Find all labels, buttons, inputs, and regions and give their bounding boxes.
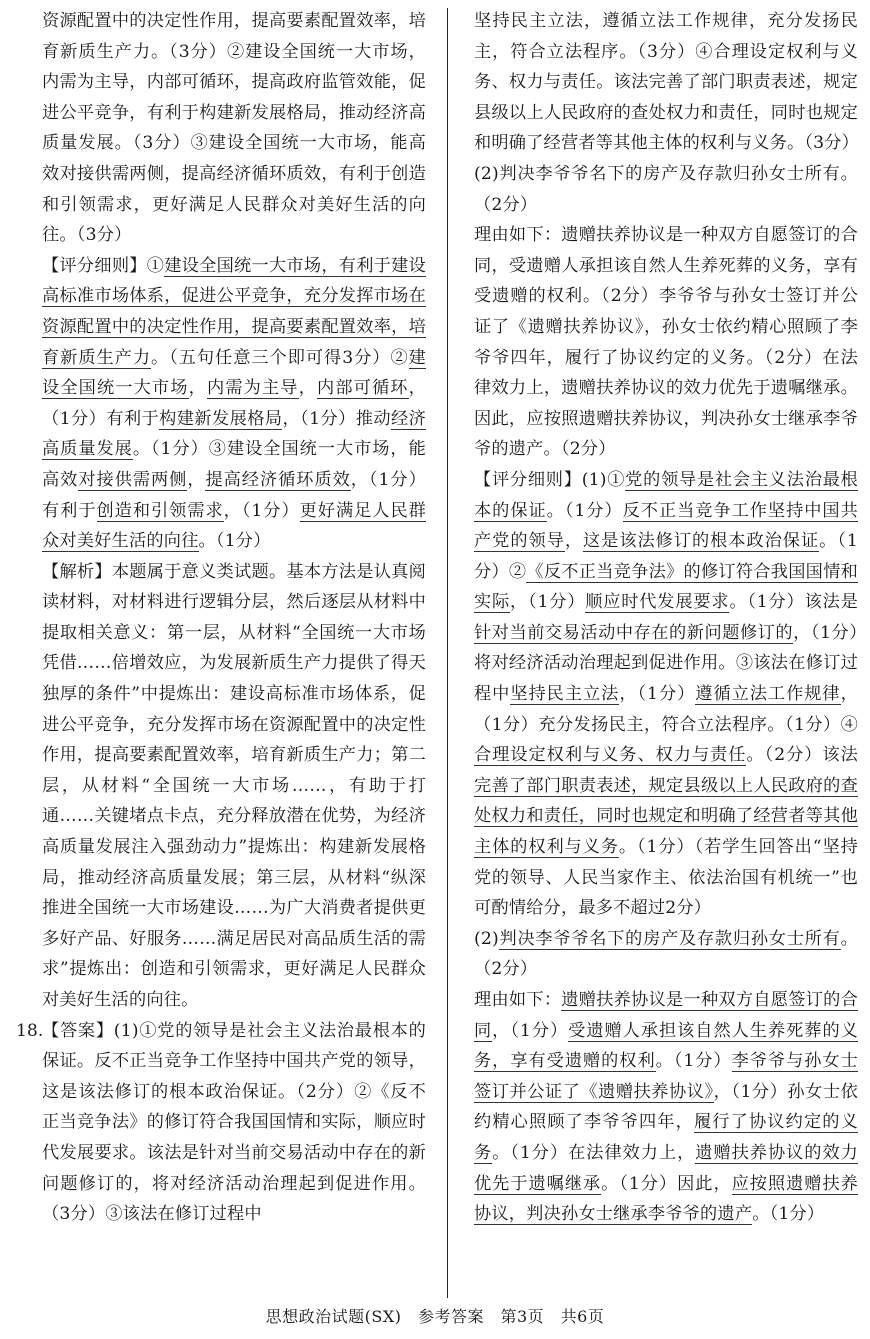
underlined-key-point: 合理设定权利与义务、权力与责任 [474,745,747,766]
scoring-details [474,465,858,924]
underlined-key-point: 坚持民主立法 [510,684,620,705]
underlined-key-point: 《反不正当竞争法》的修订符合我国国情和实际 [474,561,858,613]
right-column [474,6,858,1230]
scoring-details [42,251,426,557]
underlined-key-point: 遗赠扶养协议的效力优先于遗嘱继承 [474,1142,858,1194]
answer-reason: 理由如下：遗赠扶养协议是一种双方自愿签订的合同，受遗赠人承担该自然人生养死葬的义务，享有受遗赠的权利。（2分）李爷爷与孙女士签订并公证了《遗赠扶养协议》，孙女士依约精心照顾了李爷爷四年，履行了协议约定的义务。（2分）在法律效力上，遗赠扶养协议的效力优先于遗嘱继承。因此，应按照遗赠扶养协议，判决孙女士继承李爷爷的遗产。（2分） [474,225,858,460]
column-divider [447,8,448,1298]
underlined-key-point: 经济高质量发展 [42,408,426,460]
underlined-key-point: 应按照遗赠扶养协议，判决孙女士继承李爷爷的遗产 [474,1173,858,1225]
underlined-key-point: 提高经济循环质效 [205,469,351,490]
text-run: ，（1分） [492,1020,569,1041]
text-run: 。（1分）（若学生回答出“坚持党的领导、人民当家作主、依法治国有机统一”也可酌情给分，最多不超过2分） [474,837,858,919]
text-run: 【评分细则】(1)① [474,469,626,490]
text-run: 。（2分） [474,928,858,980]
text-run: ，（1分） [223,500,300,521]
text-run: 。（1分） [198,531,271,552]
underlined-key-point: 这是该法修订的根本政治保证 [583,531,820,552]
left-column [16,6,427,1230]
underlined-key-point: 内需为主导 [206,378,299,399]
text-run: ， [188,378,207,399]
scoring-reason [474,985,858,1230]
underlined-key-point: 更好满足人民群众对美好生活的向往 [42,500,426,552]
underlined-key-point: 创造和引领需求 [96,500,224,521]
underlined-key-point: 内部可循环 [316,378,409,399]
underlined-key-point: 建设全国统一大市场 [42,347,427,399]
text-run: 理由如下： [474,990,562,1010]
text-run: 。（1分）在法律效力上， [492,1142,696,1163]
text-run: ，（1分）有利于 [42,469,426,521]
text-run: 。（1分）因此， [601,1173,732,1194]
underlined-key-point: 针对当前交易活动中存在的新问题修订的 [474,622,794,643]
underlined-key-point: 党的领导是社会主义法治最根本的保证 [474,469,858,521]
text-run: ，（1分）推动 [282,408,391,429]
text-run: 。（1分） [752,1204,825,1225]
text-run: ，（1分） [510,592,586,613]
text-run: (2) [474,928,499,949]
answer-part-2: (2)判决李爷爷名下的房产及存款归孙女士所有。（2分） [474,163,858,215]
page-footer: 思想政治试题(SX) 参考答案 第3页 共6页 [265,1307,605,1326]
text-run: 。（1分） [655,1051,732,1072]
text-run: 。（1分） [546,500,623,521]
analysis-paragraph: 【解析】本题属于意义类试题。基本方法是认真阅读材料，对材料进行逻辑分层，然后逐层从材料中提取相关意义：第一层，从材料“全国统一大市场凭借……倍增效应，为发展新质生产力提供了得天独厚的条件”中提炼出：建设高标准市场体系，促进公平竞争，充分发挥市场在资源配置中的决定性作用，提高要素配置效率，培育新质生产力；第二层，从材料“全国统一大市场……，有助于打通……关键堵点卡点，充分释放潜在优势，为经济高质量发展注入强劲动力”提炼出：构建新发展格局，推动经济高质量发展；第三层，从材料“纵深推进全国统一大市场建设……为广大消费者提供更多好产品、好服务……满足居民对高品质生活的需求”提炼出：创造和引领需求，更好满足人民群众对美好生活的向往。 [42,561,426,1010]
text-run: 。（1分）该法是 [729,592,858,613]
underlined-key-point: 遗赠扶养协议是一种双方自愿签订的合同 [474,990,858,1041]
text-run: ， [187,469,206,490]
text-run: ，（1分） [619,684,696,705]
underlined-key-point: 判决李爷爷名下的房产及存款归孙女士所有 [498,928,841,949]
text-run: ， [298,378,317,399]
underlined-key-point: 完善了部门职责表述，规定县级以上人民政府的查处权力和责任，同时也规定和明确了经营者等其他主体的权利与义务 [474,775,858,858]
text-run: 。（1分）② [474,531,859,582]
underlined-key-point: 李爷爷与孙女士签订并公证了《遗赠扶养协议》 [474,1051,858,1102]
text-run: 。（五句任意三个即可得3分）② [151,347,409,368]
text-run: 。（1分）③建设全国统一大市场，能高效 [42,439,426,490]
answer-continuation: 坚持民主立法，遵循立法工作规律，充分发扬民主，符合立法程序。（3分）④合理设定权利与义务、权力与责任。该法完善了部门职责表述，规定县级以上人民政府的查处权力和责任，同时也规定和明确了经营者等其他主体的权利与义务。（3分） [474,11,860,154]
text-run: ，（1分）将对经济活动治理起到促进作用。③该法在修订过程中 [474,622,858,705]
text-run: 。（2分）该法 [746,745,858,766]
underlined-key-point: 反不正当竞争工作坚持中国共产党的领导 [474,500,858,552]
underlined-key-point: 建设全国统一大市场，有利于建设高标准市场体系，促进公平竞争，充分发挥市场在资源配置中的决定性作用，提高要素配置效率，培育新质生产力 [42,255,426,368]
text-run: ，（1分）充分发扬民主，符合立法程序。（1分）④ [474,684,858,735]
underlined-key-point: 遵循立法工作规律 [695,684,841,705]
question-number: 18. [16,1020,44,1041]
text-run: ， [564,531,583,552]
text-run: ，（1分）孙女士依约精心照顾了李爷爷四年， [474,1081,858,1133]
answer-paragraph: 【答案】(1)①党的领导是社会主义法治最根本的保证。反不正当竞争工作坚持中国共产党的领导，这是该法修订的根本政治保证。（2分）②《反不正当竞争法》的修订符合我国国情和实际，顺应时代发展要求。该法是针对当前交易活动中存在的新问题修订的，将对经济活动治理起到促进作用。（3分）③该法在修订过程中 [42,1020,426,1225]
underlined-key-point: 构建新发展格局 [159,408,283,429]
answer-continuation: 资源配置中的决定性作用，提高要素配置效率，培育新质生产力。（3分）②建设全国统一大市场，内需为主导，内部可循环，提高政府监管效能，促进公平竞争，有利于构建新发展格局，推动经济高质量发展。（3分）③建设全国统一大市场，能高效对接供需两侧，提高经济循环质效，有利于创造和引领需求，更好满足人民群众对美好生活的向往。（3分） [42,11,426,246]
underlined-key-point: 对接供需两侧 [78,469,188,490]
text-run: ，（1分）有利于 [42,378,427,429]
underlined-key-point: 顺应时代发展要求 [585,592,730,613]
scoring-part-2 [474,924,858,985]
text-run: 【评分细则】① [42,255,165,276]
underlined-key-point: 履行了协议约定的义务 [474,1112,858,1163]
question-18 [16,1016,426,1230]
underlined-key-point: 受遗赠人承担该自然人生养死葬的义务，享有受遗赠的权利 [474,1020,859,1072]
